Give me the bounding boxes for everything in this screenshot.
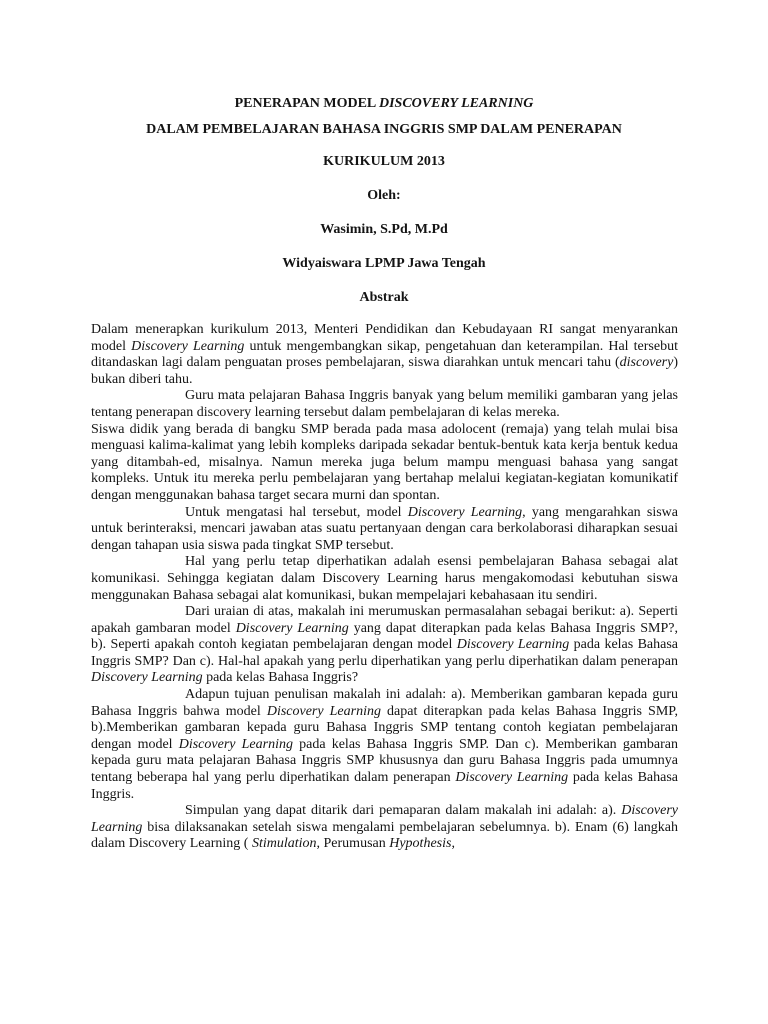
paragraph-4: Untuk mengatasi hal tersebut, model Discovery Learning, yang mengarahkan siswa untuk berinteraksi, mencari jawaban atas suatu pertanyaan dengan cara berkolaborasi diharapkan sesuai dengan tahapan usia siswa pada tingkat SMP tersebut.: [91, 504, 678, 553]
title-line-2: DALAM PEMBELAJARAN BAHASA INGGRIS SMP DALAM PENERAPAN: [146, 122, 622, 137]
title-line-1: PENERAPAN MODEL DISCOVERY LEARNING: [234, 96, 534, 111]
paragraph-5: Hal yang perlu tetap diperhatikan adalah esensi pembelajaran Bahasa sebagai alat komunikasi. Sehingga kegiatan dalam Discovery Learning harus mengakomodasi kebutuhan siswa menggunakan Bahasa sebagai alat komunikasi, bukan mempelajari kebahasaan itu sendiri.: [91, 554, 678, 603]
title-italic-term: DISCOVERY LEARNING: [378, 96, 534, 111]
abstract-heading: Abstrak: [359, 290, 409, 305]
paragraph-1: Dalam menerapkan kurikulum 2013, Menteri Pendidikan dan Kebudayaan RI sangat menyarankan model Discovery Learning untuk mengembangkan sikap, pengetahuan dan keterampilan. Hal tersebut ditandaskan lagi dalam penguatan proses pembelajaran, siswa diarahkan untuk mencari tahu (discovery) bukan diberi tahu.: [91, 322, 678, 387]
paragraph-3: Siswa didik yang berada di bangku SMP berada pada masa adolocent (remaja) yang telah mulai bisa menguasi kalima-kalimat yang lebih kompleks daripada sekadar bentuk-bentuk kata kerja bentuk kedua yang ditambah-ed, misalnya. Namun mereka juga belum mampu menguasi bahasa yang sangat kompleks. Untuk itu mereka perlu pembelajaran yang bertahap melalui kegiatan-kegiatan komunikatif dengan menggunakan bahasa target secara murni dan spontan.: [91, 421, 678, 503]
paragraph-7: Adapun tujuan penulisan makalah ini adalah: a). Memberikan gambaran kepada guru Bahasa Inggris bahwa model Discovery Learning dapat diterapkan pada kelas Bahasa Inggris SMP, b).Memberikan gambaran kepada guru Bahasa Inggris SMP tentang contoh kegiatan pembelajaran dengan model Discovery Learning pada kelas Bahasa Inggris SMP. Dan c). Memberikan gambaran kepada guru mata pelajaran Bahasa Inggris SMP khususnya dan guru Bahasa Inggris pada umumnya tentang beberapa hal yang perlu diperhatikan dalam penerapan Discovery Learning pada kelas Bahasa Inggris.: [91, 687, 679, 802]
paragraph-6: Dari uraian di atas, makalah ini merumuskan permasalahan sebagai berikut: a). Seperti apakah gambaran model Discovery Learning yang dapat diterapkan pada kelas Bahasa Inggris SMP?, b). Seperti apakah contoh kegiatan pembelajaran dengan model Discovery Learning pada kelas Bahasa Inggris SMP? Dan c). Hal-hal apakah yang perlu diperhatikan yang perlu diperhatikan dalam penerapan Discovery Learning pada kelas Bahasa Inggris?: [91, 604, 679, 686]
paragraph-2: Guru mata pelajaran Bahasa Inggris banyak yang belum memiliki gambaran yang jelas tentang penerapan discovery learning tersebut dalam pembelajaran di kelas mereka.: [91, 388, 678, 420]
title-line-3: KURIKULUM 2013: [323, 154, 445, 169]
paragraph-8: Simpulan yang dapat ditarik dari pemaparan dalam makalah ini adalah: a). Discovery Learning bisa dilaksanakan setelah siswa mengalami pembelajaran sebelumnya. b). Enam (6) langkah dalam Discovery Learning ( Stimulation, Perumusan Hypothesis,: [91, 803, 678, 852]
abstract-body: [91, 322, 678, 853]
byline-label: Oleh:: [367, 188, 401, 203]
author-name: Wasimin, S.Pd, M.Pd: [320, 222, 448, 237]
author-affiliation: Widyaiswara LPMP Jawa Tengah: [282, 256, 486, 271]
